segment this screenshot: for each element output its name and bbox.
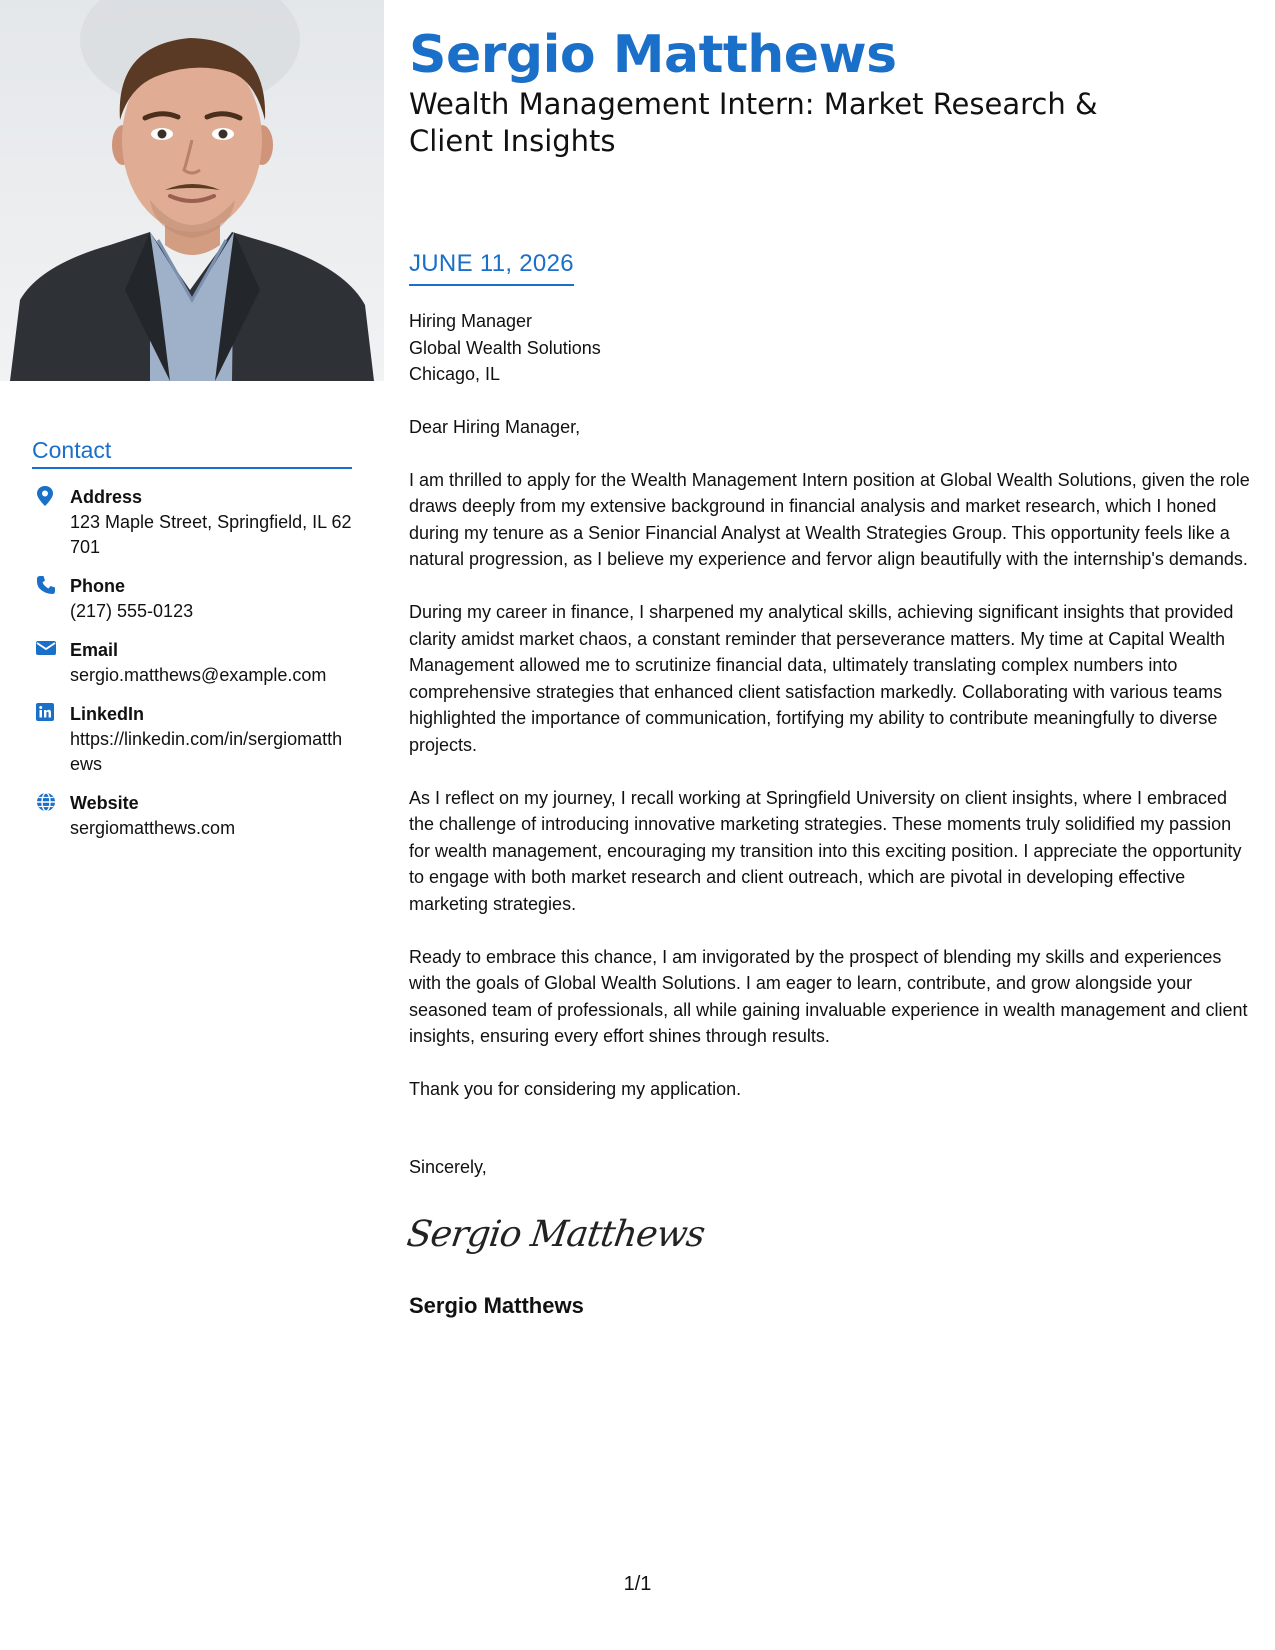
applicant-role: Wealth Management Intern: Market Research & Client Insights [409, 87, 1098, 158]
handwritten-signature [404, 1208, 1254, 1263]
contact-section [32, 437, 352, 855]
map-pin-icon [32, 485, 70, 560]
letter-main [404, 25, 1254, 1319]
profile-photo [0, 0, 384, 381]
recipient-line: Chicago, IL [409, 364, 501, 384]
letter-paragraph: During my career in finance, I sharpened my analytical skills, achieving significant insights that provided clarity amidst market chaos, a constant reminder that perseverance matters. My time at Capital Wealth Management allowed me to scrutinize financial data, ultimately translating complex numbers into comprehensive strategies that enhanced client satisfaction markedly. Collaborating with various teams highlighted the importance of communication, fortifying my ability to contribute meaningfully to diverse projects. [409, 602, 1234, 755]
applicant-name: Sergio Matthews [409, 25, 897, 85]
globe-icon [32, 791, 70, 841]
email-icon [32, 638, 70, 688]
contact-email [32, 638, 352, 688]
recipient-line: Global Wealth Solutions [409, 337, 601, 358]
letter-paragraph: I am thrilled to apply for the Wealth Management Intern position at Global Wealth Solutions, given the role draws deeply from my extensive background in financial analysis and market research, which I honed during my tenure as a Senior Financial Analyst at Wealth Strategies Group. This opportunity feels like a natural progression, as I believe my experience and fervor align beautifully with the internship's demands. [409, 469, 1250, 569]
page-number: 1/1 [623, 1573, 652, 1595]
closing: Sincerely, [409, 1156, 487, 1177]
letter-paragraph: As I reflect on my journey, I recall working at Springfield University on client insights, where I embraced the challenge of introducing innovative marketing strategies. These moments truly solidified my passion for wealth management, encouraging my transition into this exciting position. I appreciate the opportunity to engage with both market research and client outreach, which are pivotal in developing effective marketing strategies. [409, 787, 1242, 914]
contact-value-linkedin[interactable]: https://linkedin.com/in/sergiomatthews [70, 729, 343, 774]
contact-value-email[interactable]: sergio.matthews@example.com [70, 665, 327, 685]
contact-value-website[interactable]: sergiomatthews.com [70, 818, 236, 838]
contact-phone [32, 574, 352, 624]
signature-text: Sergio Matthews [404, 1211, 708, 1255]
contact-heading: Contact [32, 437, 352, 469]
contact-label-website: Website [70, 793, 139, 813]
letter-date: JUNE 11, 2026 [409, 250, 574, 286]
recipient-block [409, 308, 1254, 388]
letter-paragraph: Thank you for considering my application. [409, 1079, 742, 1099]
contact-label-phone: Phone [70, 576, 126, 596]
phone-icon [32, 574, 70, 624]
signer-name: Sergio Matthews [409, 1292, 584, 1318]
contact-value-address: 123 Maple Street, Springfield, IL 62701 [70, 512, 352, 557]
contact-address [32, 485, 352, 560]
recipient-line: Hiring Manager [409, 311, 533, 331]
portrait-photo [0, 0, 384, 381]
contact-label-address: Address [70, 487, 143, 507]
contact-value-phone: (217) 555-0123 [70, 601, 194, 621]
salutation: Dear Hiring Manager, [409, 416, 581, 437]
contact-label-email: Email [70, 640, 119, 660]
contact-linkedin [32, 702, 352, 777]
letter-body [409, 414, 1254, 1103]
contact-website [32, 791, 352, 841]
linkedin-icon [32, 702, 70, 777]
contact-label-linkedin: LinkedIn [70, 704, 145, 724]
letter-paragraph: Ready to embrace this chance, I am invigorated by the prospect of blending my skills and experiences with the goals of Global Wealth Solutions. I am eager to learn, contribute, and grow alongside your seasoned team of professionals, all while gaining invaluable experience in wealth management and client insights, ensuring every effort shines through results. [409, 946, 1248, 1046]
